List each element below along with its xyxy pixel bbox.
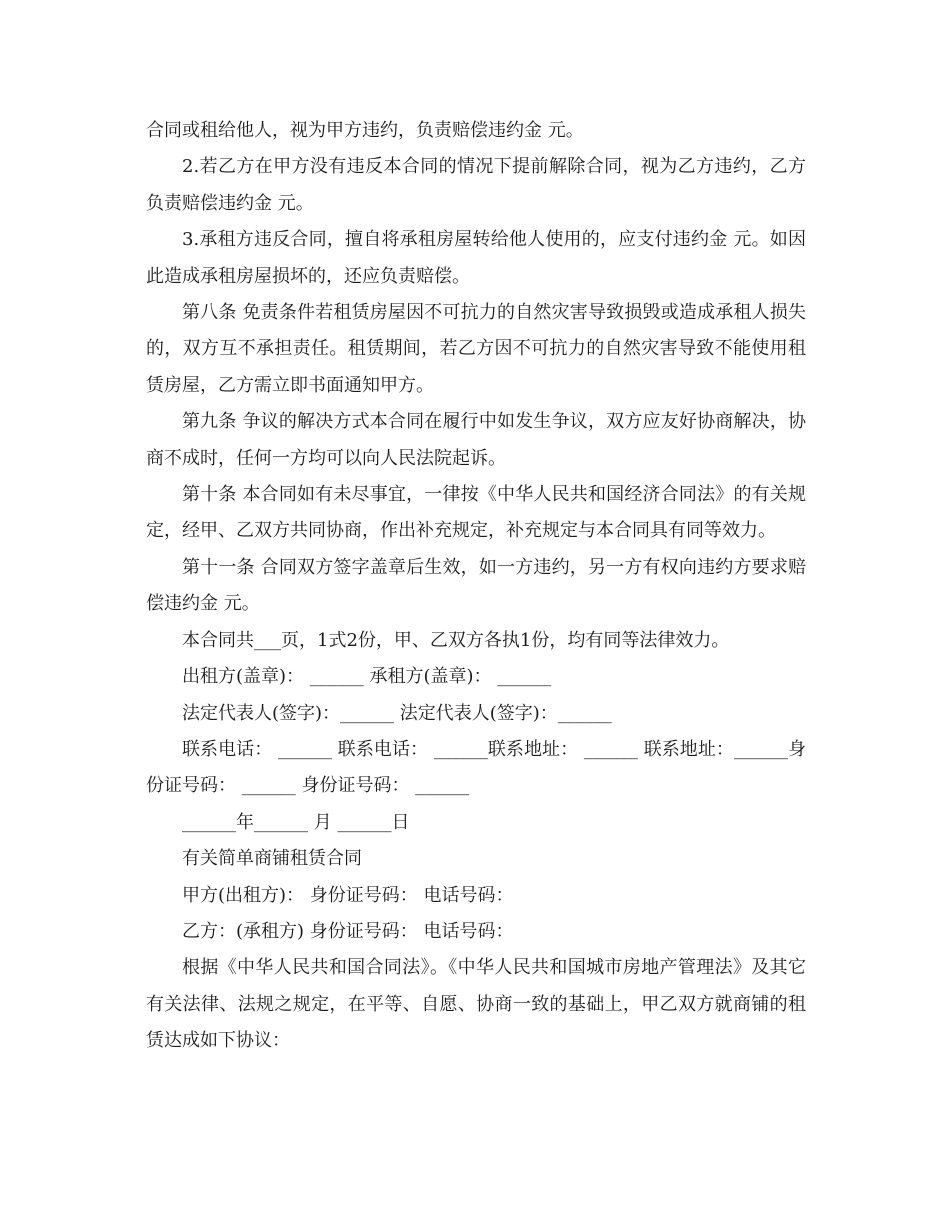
seal-line: 出租方(盖章)： ______ 承租方(盖章)： ______ bbox=[182, 666, 552, 688]
preamble-paragraph: 根据《中华人民共和国合同法》。《中华人民共和国城市房地产管理法》及其它有关法律、法规之规定，在平等、自愿、协商一致的基础上，甲乙双方就商铺的租赁达成如下协议： bbox=[146, 957, 806, 1052]
party-a-line: 甲方(出租方)： 身份证号码： 电话号码： bbox=[182, 884, 514, 906]
paragraph-1: 合同或租给他人，视为甲方违约，负责赔偿违约金 元。 bbox=[146, 120, 584, 141]
document-body bbox=[146, 113, 806, 1060]
paragraph-2: 2.若乙方在甲方没有违反本合同的情况下提前解除合同，视为乙方违约，乙方负责赔偿违约金 元。 bbox=[146, 156, 806, 214]
party-b-line: 乙方：(承租方) 身份证号码： 电话号码： bbox=[182, 920, 514, 942]
article-10: 第十条 本合同如有未尽事宜，一律按《中华人民共和国经济合同法》的有关规定，经甲、乙双方共同协商，作出补充规定，补充规定与本合同具有同等效力。 bbox=[146, 484, 806, 542]
article-11: 第十一条 合同双方签字盖章后生效，如一方违约，另一方有权向违约方要求赔偿违约金 元。 bbox=[146, 556, 806, 615]
article-8: 第八条 免责条件若租赁房屋因不可抗力的自然灾害导致损毁或造成承租人损失的，双方互不承担责任。租赁期间，若乙方因不可抗力的自然灾害导致不能使用租赁房屋，乙方需立即书面通知甲方。 bbox=[146, 302, 806, 396]
paragraph-3: 3.承租方违反合同，擅自将承租房屋转给他人使用的，应支付违约金 元。如因此造成承租房屋损坏的，还应负责赔偿。 bbox=[146, 229, 806, 287]
signature-line: 法定代表人(签字)：______ 法定代表人(签字)：______ bbox=[182, 702, 612, 724]
copies-statement: 本合同共___页，1式2份，甲、乙双方各执1份，均有同等法律效力。 bbox=[182, 629, 730, 651]
contract-title: 有关简单商铺租赁合同 bbox=[182, 848, 362, 870]
date-line: ______年______ 月 ______日 bbox=[182, 811, 410, 833]
article-9: 第九条 争议的解决方式本合同在履行中如发生争议，双方应友好协商解决，协商不成时，任何一方均可以向人民法院起诉。 bbox=[146, 411, 806, 469]
contact-line: 联系电话： ______ 联系电话： ______联系地址： ______ 联系地址：______身份证号码： ______ 身份证号码： ______ bbox=[146, 738, 806, 797]
